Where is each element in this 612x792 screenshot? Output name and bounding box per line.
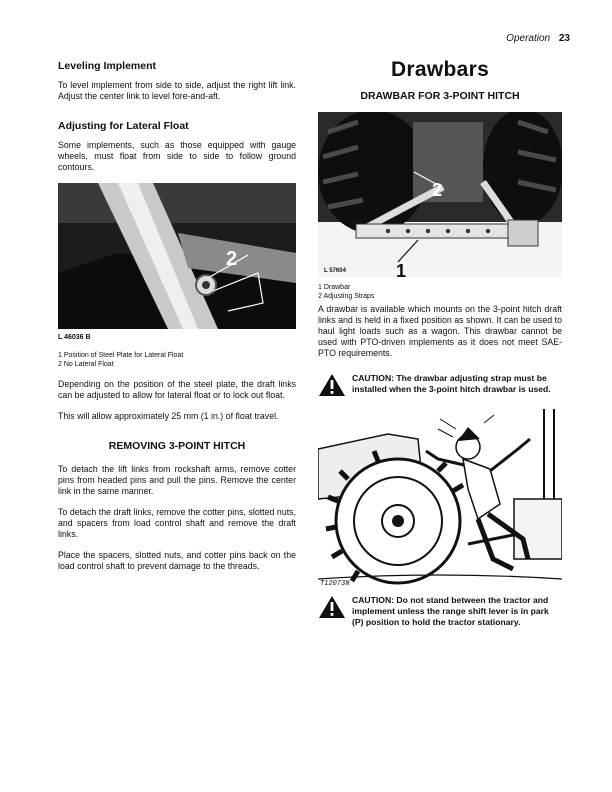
float-text-2: This will allow approximately 25 mm (1 in.) of float travel. bbox=[58, 411, 279, 421]
figure1-callout-2: 2 bbox=[226, 248, 238, 270]
drawbar-subheading: DRAWBAR FOR 3-POINT HITCH bbox=[360, 90, 520, 102]
drawbar-photo bbox=[318, 112, 562, 277]
page-number: 23 bbox=[558, 33, 570, 44]
removing-heading: REMOVING 3-POINT HITCH bbox=[108, 440, 246, 452]
figure1-caption-2: 2 No Lateral Float bbox=[58, 361, 114, 368]
caution2-text: CAUTION: Do not stand between the tractor and implement unless the range shift lever is in park (P) position to hold the tractor stationary. bbox=[352, 595, 549, 627]
figure2-callout-1: 1 bbox=[396, 261, 407, 277]
warning-triangle-icon bbox=[318, 373, 346, 397]
page-title: Drawbars bbox=[390, 58, 490, 81]
right-column bbox=[318, 60, 562, 628]
caution1-text: CAUTION: The drawbar adjusting strap must be installed when the 3-point hitch drawbar is used. bbox=[352, 373, 551, 394]
drawbar-text: A drawbar is available which mounts on the 3-point hitch draft links and is held in a fixed position as shown. It can be used to haul light loads such as a wagon. This drawbar cannot be used with PTO-driven implements as it does not meet SAE-PTO requirements. bbox=[318, 304, 562, 358]
page-header bbox=[506, 33, 570, 44]
figure2-code: L 57604 bbox=[324, 268, 346, 274]
lateral-float-photo bbox=[58, 183, 296, 329]
figure2-caption-1: 1 Drawbar bbox=[318, 284, 351, 291]
lateral-heading: Adjusting for Lateral Float bbox=[58, 120, 189, 132]
figure1-caption-1: 1 Position of Steel Plate for Lateral Float bbox=[58, 352, 184, 359]
lateral-text: Some implements, such as those equipped with gauge wheels, must float from side to side to follow ground contours. bbox=[58, 140, 296, 172]
leveling-text: To level implement from side to side, adjust the right lift link. Adjust the center link to level fore-and-aft. bbox=[58, 80, 296, 101]
figure3-code: T12073N bbox=[320, 580, 350, 587]
caution-drawbar-strap bbox=[318, 373, 562, 397]
figure2-callout-2: 2 bbox=[432, 180, 443, 200]
removing-p1: To detach the lift links from rockshaft arms, remove cotter pins from headed pins and pull the pins. Remove the center link in the same manner. bbox=[58, 464, 296, 496]
figure2-caption-2: 2 Adjusting Straps bbox=[318, 293, 375, 300]
removing-p2: To detach the draft links, remove the cotter pins, slotted nuts, and spacers from load control shaft and remove the draft links. bbox=[58, 507, 296, 539]
warning-triangle-icon bbox=[318, 595, 346, 619]
section-name: Operation bbox=[506, 33, 551, 44]
removing-p3: Place the spacers, slotted nuts, and cotter pins back on the load control shaft to prevent damage to the threads. bbox=[58, 550, 296, 571]
left-column bbox=[58, 60, 296, 582]
tractor-safety-illustration bbox=[318, 409, 562, 587]
float-text-1: Depending on the position of the steel plate, the draft links can be adjusted to allow for lateral float or to lock out float. bbox=[58, 379, 296, 400]
leveling-heading: Leveling Implement bbox=[58, 60, 157, 72]
figure1-code: L 46036 B bbox=[58, 334, 91, 341]
caution-range-shift bbox=[318, 595, 562, 628]
